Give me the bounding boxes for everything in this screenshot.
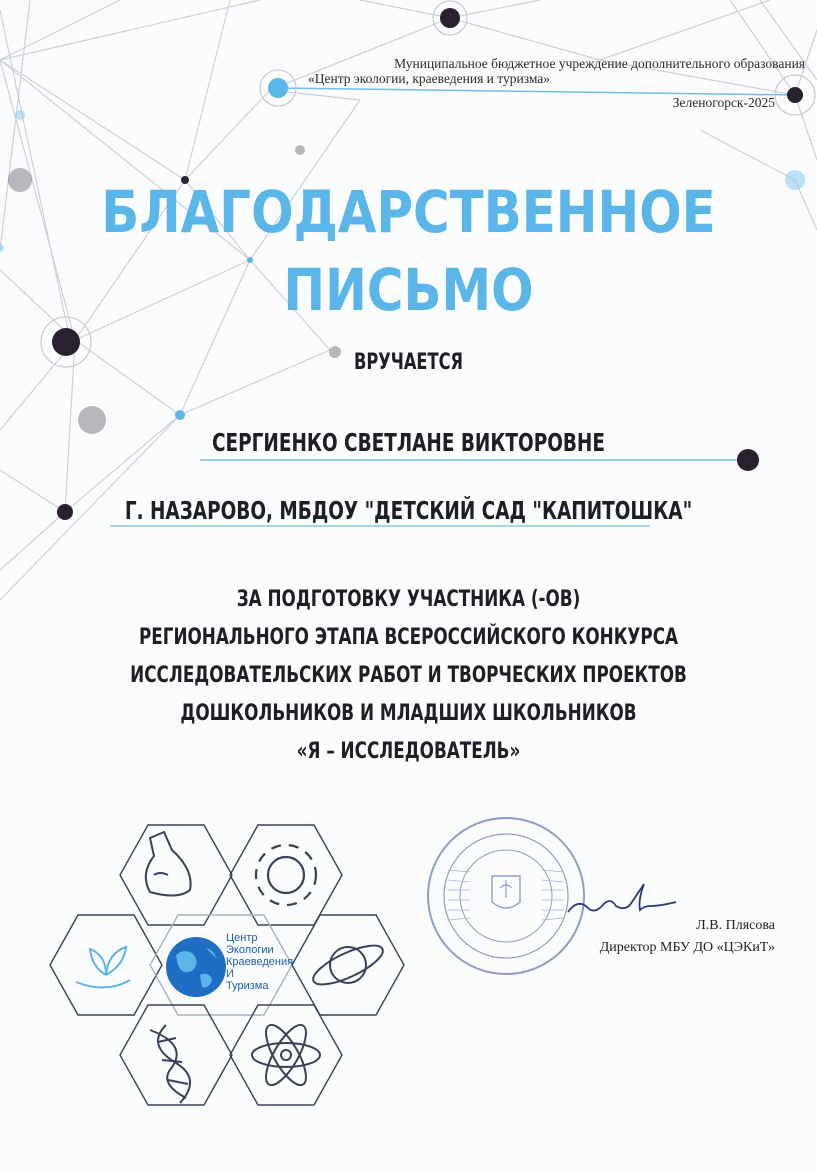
planet-icon <box>308 938 387 992</box>
reason-line: ДОШКОЛЬНИКОВ И МЛАДШИХ ШКОЛЬНИКОВ <box>180 700 637 726</box>
recipient-name: СЕРГИЕНКО СВЕТЛАНЕ ВИКТОРОВНЕ <box>212 428 605 457</box>
header-organization <box>300 56 805 86</box>
logo-text <box>226 932 293 992</box>
signatory-title: Директор МБУ ДО «ЦЭКиТ» <box>599 940 775 955</box>
reason-text <box>69 580 747 770</box>
title-line-1: БЛАГОДАРСТВЕННОЕ <box>101 178 716 246</box>
logo-line: И <box>226 968 234 980</box>
logo-line: Экологии <box>226 944 274 956</box>
flask-icon <box>146 832 191 896</box>
gear-icon <box>256 845 316 905</box>
signatory-name: Л.В. Плясова <box>696 918 775 933</box>
dna-icon <box>150 1025 190 1103</box>
globe-icon <box>166 937 226 997</box>
awarded-label: ВРУЧАЕТСЯ <box>353 350 464 375</box>
recipient-organization: Г. НАЗАРОВО, МБДОУ "ДЕТСКИЙ САД "КАПИТОШКА" <box>124 496 693 525</box>
reason-line: ИССЛЕДОВАТЕЛЬСКИХ РАБОТ И ТВОРЧЕСКИХ ПРОЕКТОВ <box>130 662 687 688</box>
logo-line: Краеведения <box>226 956 294 968</box>
header-org-line-2: «Центр экологии, краеведения и туризма» <box>308 71 551 86</box>
header-city-year: Зеленогорск-2025 <box>672 95 775 110</box>
title-line-2: ПИСЬМО <box>283 256 534 324</box>
plant-in-hand-icon <box>76 947 130 988</box>
logo-line: Туризма <box>226 980 269 992</box>
reason-line: «Я – ИССЛЕДОВАТЕЛЬ» <box>296 738 521 764</box>
logo-line: Центр <box>226 932 258 944</box>
atom-icon <box>252 1020 320 1091</box>
reason-line: ЗА ПОДГОТОВКУ УЧАСТНИКА (-ОВ) <box>236 586 581 612</box>
reason-line: РЕГИОНАЛЬНОГО ЭТАПА ВСЕРОССИЙСКОГО КОНКУРСА <box>138 624 679 650</box>
header-org-line-1: Муниципальное бюджетное учреждение дополнительного образования <box>394 56 805 71</box>
